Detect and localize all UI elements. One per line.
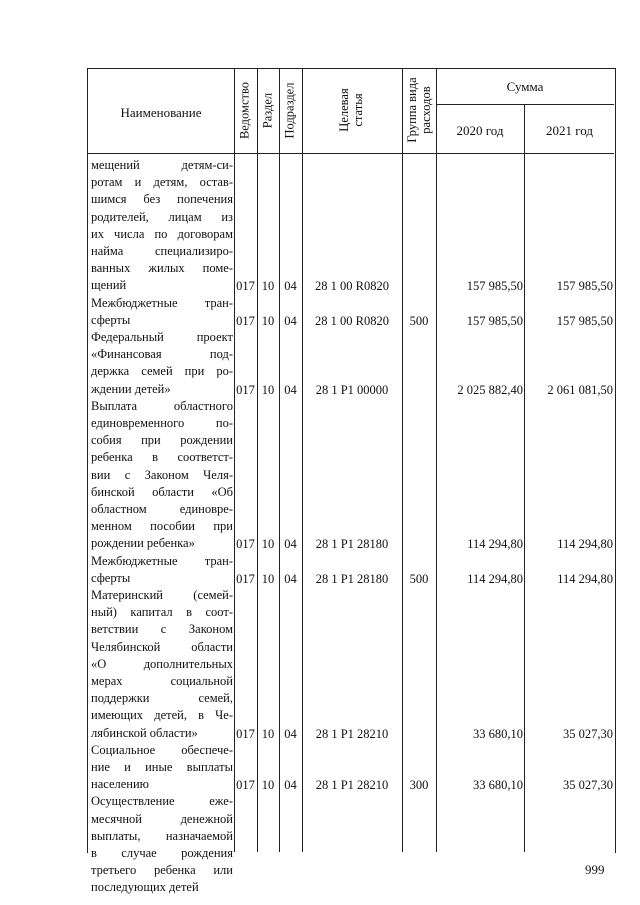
row-name-line: Осуществление еже- xyxy=(91,794,233,809)
cell-expense-group: 300 xyxy=(409,778,429,793)
row-name xyxy=(91,742,233,794)
row-name-line: ротам и детям, остав- xyxy=(91,175,233,190)
header-stat xyxy=(337,65,365,155)
cell-sum-2020: 2 025 882,40 xyxy=(457,382,523,397)
row-name xyxy=(91,295,233,329)
row-name-line: населению xyxy=(91,777,149,792)
cell-podrazdel: 04 xyxy=(284,571,297,586)
cell-sum-2020: 33 680,10 xyxy=(473,726,523,741)
row-name-line: сферты xyxy=(91,570,131,585)
cell-target-article: 28 1 P1 28180 xyxy=(315,571,389,586)
header-stat-line2: статья xyxy=(351,93,365,127)
cell-vedomstvo: 017 xyxy=(236,537,255,552)
header-stat-line1: Целевая xyxy=(337,88,351,132)
cell-razdel: 10 xyxy=(261,571,275,586)
cell-vedomstvo: 017 xyxy=(236,726,255,741)
page-number: 999 xyxy=(585,862,605,877)
row-name-line: мещений детям-си- xyxy=(91,158,233,172)
cell-podrazdel: 04 xyxy=(284,726,297,741)
row-name-line: областном единовре- xyxy=(91,502,233,517)
row-name xyxy=(91,157,233,295)
row-name-line: ветствии с Законом xyxy=(91,622,233,637)
row-name-line: третьего ребенка или xyxy=(91,863,233,878)
cell-target-article: 28 1 P1 28210 xyxy=(315,726,389,741)
row-name-line: Социальное обеспече- xyxy=(91,742,233,757)
row-name-line: «О дополнительных xyxy=(91,656,233,671)
cell-target-article: 28 1 P1 28180 xyxy=(315,537,389,552)
row-name-line: родителей, лицам из xyxy=(91,209,233,224)
row-name-line: вии с Законом Челя- xyxy=(91,467,233,482)
row-name-line: ный) капитал в соот- xyxy=(91,605,233,620)
cell-podrazdel: 04 xyxy=(284,279,297,294)
cell-target-article: 28 1 00 R0820 xyxy=(315,279,389,294)
header-name: Наименование xyxy=(120,105,202,120)
row-name-line: ждении детей» xyxy=(91,381,171,396)
row-name-line: ванных жилых поме- xyxy=(91,261,233,276)
row-name-line: Материнский (семей- xyxy=(91,588,233,602)
cell-razdel: 10 xyxy=(261,313,275,328)
cell-podrazdel: 04 xyxy=(284,778,297,793)
cell-razdel: 10 xyxy=(261,382,275,397)
row-name-line: месячной денежной xyxy=(91,811,233,826)
row-name-line: рождении ребенка» xyxy=(91,536,195,551)
cell-podrazdel: 04 xyxy=(284,382,297,397)
header-razdel: Раздел xyxy=(260,92,275,129)
row-name xyxy=(91,398,233,553)
header-vedomstvo: Ведомство xyxy=(237,81,252,140)
row-name-line: выплаты, назначаемой xyxy=(91,828,233,843)
cell-sum-2020: 157 985,50 xyxy=(466,313,523,328)
header-group-line1: Группа вида xyxy=(405,77,419,143)
cell-vedomstvo: 017 xyxy=(236,313,255,328)
row-name-line: держка семей при ро- xyxy=(91,364,233,379)
cell-razdel: 10 xyxy=(261,537,275,552)
cell-vedomstvo: 017 xyxy=(236,279,255,294)
cell-expense-group: 500 xyxy=(409,571,429,586)
row-name-line: поддержки семей, xyxy=(91,691,233,706)
cell-razdel: 10 xyxy=(261,726,275,741)
row-name xyxy=(91,587,233,742)
row-name-line: найма специализиро- xyxy=(91,244,233,259)
row-name-line: собия при рождении xyxy=(91,433,233,448)
row-name-line: Федеральный проект xyxy=(91,330,233,344)
cell-podrazdel: 04 xyxy=(284,537,297,552)
row-name-line: сферты xyxy=(91,312,131,327)
row-name-line: лябинской области» xyxy=(91,725,198,740)
row-name-line: «Финансовая под- xyxy=(91,347,233,362)
row-name-line: менном пособии при xyxy=(91,519,233,534)
row-name-line: Межбюджетные тран- xyxy=(91,295,233,310)
cell-sum-2021: 114 294,80 xyxy=(557,571,613,586)
header-podrazdel: Подраздел xyxy=(282,82,297,139)
header-summa: Сумма xyxy=(506,79,544,94)
cell-sum-2021: 35 027,30 xyxy=(563,726,613,741)
cell-sum-2021: 2 061 081,50 xyxy=(547,382,613,397)
cell-razdel: 10 xyxy=(261,778,275,793)
row-name-line: единовременного по- xyxy=(91,416,233,430)
header-group xyxy=(405,66,433,154)
cell-target-article: 28 1 P1 00000 xyxy=(315,382,389,397)
header-year-2021: 2021 год xyxy=(546,123,593,138)
cell-expense-group: 500 xyxy=(409,313,429,328)
cell-razdel: 10 xyxy=(261,279,275,294)
row-name xyxy=(91,553,233,587)
cell-target-article: 28 1 00 R0820 xyxy=(315,313,389,328)
header-sum-divider xyxy=(436,104,614,105)
header-group-line2: расходов xyxy=(419,86,433,134)
row-name-line: Челябинской области xyxy=(91,639,233,654)
row-name-line: последующих детей xyxy=(91,880,199,895)
cell-target-article: 28 1 P1 28210 xyxy=(315,778,389,793)
row-name-line: имеющих детей, в Че- xyxy=(91,708,233,723)
cell-vedomstvo: 017 xyxy=(236,778,255,793)
row-name-line: бинской области «Об xyxy=(91,484,233,499)
col-divider xyxy=(402,68,403,852)
cell-vedomstvo: 017 xyxy=(236,382,255,397)
row-name xyxy=(91,329,233,398)
header-year-2020: 2020 год xyxy=(456,123,504,138)
cell-podrazdel: 04 xyxy=(284,313,297,328)
cell-sum-2020: 33 680,10 xyxy=(473,778,523,793)
cell-sum-2021: 114 294,80 xyxy=(557,537,613,552)
cell-sum-2021: 157 985,50 xyxy=(556,313,613,328)
row-name-line: Межбюджетные тран- xyxy=(91,553,233,568)
row-name-line: Выплата областного xyxy=(91,398,233,413)
cell-sum-2020: 114 294,80 xyxy=(467,571,523,586)
cell-sum-2020: 157 985,50 xyxy=(466,279,523,294)
row-name-line: ние и иные выплаты xyxy=(91,760,233,774)
row-name-line: мерах социальной xyxy=(91,674,233,689)
cell-vedomstvo: 017 xyxy=(236,571,255,586)
row-name-line: шимся без попечения xyxy=(91,192,233,207)
row-name-line: щений xyxy=(91,278,127,293)
row-name-line: ребенка в соответст- xyxy=(91,450,233,465)
row-name xyxy=(91,793,233,896)
cell-sum-2021: 157 985,50 xyxy=(556,279,613,294)
cell-sum-2020: 114 294,80 xyxy=(467,537,523,552)
row-name-line: в случае рождения xyxy=(91,846,233,860)
row-name-line: их числа по договорам xyxy=(91,226,233,241)
cell-sum-2021: 35 027,30 xyxy=(563,778,613,793)
